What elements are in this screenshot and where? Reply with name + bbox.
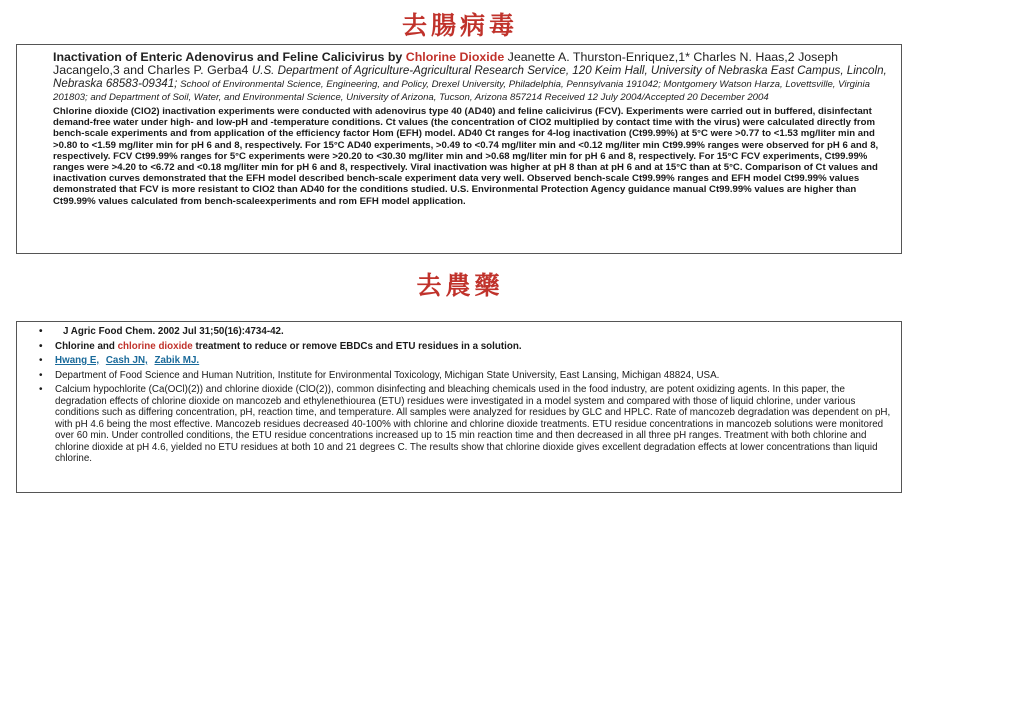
journal-citation: • J Agric Food Chem. 2002 Jul 31;50(16):4734-42. (39, 326, 891, 338)
author-link-hwang[interactable]: Hwang E, (55, 355, 100, 366)
article-affiliation: U.S. Department of Agriculture-Agricultural Research Service, 120 Keim Hall, University of Nebraska East Campus, Lincoln, Nebraska 68583-09341; (53, 64, 887, 90)
title-highlight: Chlorine Dioxide (405, 50, 505, 64)
author-link-cash[interactable]: Cash JN, (105, 355, 148, 366)
section-heading-enterovirus: 去腸病毒 (401, 11, 518, 40)
reference-list (39, 326, 891, 465)
title-highlight: chlorine dioxide (117, 340, 193, 352)
article-box-pesticide (16, 321, 902, 493)
author-links (39, 355, 891, 367)
article-authors: Jeanette A. Thurston-Enriquez,1* Charles N. Haas,2 Joseph Jacangelo,3 and Charles P. Gerba4 (53, 50, 839, 77)
article-affiliation-detail: School of Environmental Science, Engineering, and Policy, Drexel University, Philadelphia, Pennsylvania 191042; Montgomery Watson Harza, Lovettsville, Virginia 201803; and Department of Soil, Water, and Environmental Science, University of Arizona, Tucson, Arizona 857214 Received 12 July 2004/Accepted 20 December 2004 (53, 79, 870, 103)
reference-abstract: • Calcium hypochlorite (Ca(OCl)(2)) and chlorine dioxide (ClO(2)), common disinfecting and bleaching chemicals used in the food industry, are potent oxidizing agents. In this paper, the degradation effects of chlorine dioxide on mancozeb and ethylenethiourea (ETU) residues were investigated in a model system and compared with those of liquid chlorine, under various conditions such as differing concentration, pH, reaction time, and temperature. All samples were analyzed for residues by GLC and HPLC. Rate of mancozeb degradation was dependent on pH, with pH 4.6 being the most effective. Mancozeb residues decreased 40-100% with chlorine and chlorine dioxide treatments. ETU residue concentrations in mancozeb solutions were monitored over 60 min. Under controlled conditions, the ETU residue concentrations increased up to 15 min reaction time and then decreased in all three pH ranges. Treatment with both chlorine and chlorine dioxide at pH 4.6, yielded no ETU residues at both 10 and 21 degrees C. The results show that chlorine dioxide gives excellent degradation effects at lower concentrations than liquid chlorine. (39, 384, 891, 465)
department-affiliation: • Department of Food Science and Human Nutrition, Institute for Environmental Toxicology, Michigan State University, East Lansing, Michigan 48824, USA. (39, 370, 891, 382)
author-link-zabik[interactable]: Zabik MJ. (154, 355, 200, 366)
title-suffix: treatment to reduce or remove EBDCs and ETU residues in a solution. (192, 340, 522, 352)
article-header (53, 51, 891, 103)
article-box-virus (16, 44, 902, 254)
section-heading-pesticide: 去農藥 (416, 271, 504, 300)
reference-title (39, 341, 891, 353)
article-abstract: Chlorine dioxide (ClO2) inactivation experiments were conducted with adenovirus type 40 (AD40) and feline calicivirus (FCV). Experiments were carried out in buffered, disinfectant demand-free water under high- and low-pH and -temperature conditions. Ct values (the concentration of ClO2 multiplied by contact time with the virus) were calculated directly from bench-scale experiments and from application of the efficiency factor Hom (EFH) model. AD40 Ct ranges for 4-log inactivation (Ct99.99%) at 5°C were >0.77 to <1.53 mg/liter min and >0.80 to <1.59 mg/liter min for pH 6 and 8, respectively. For 15°C AD40 experiments, >0.49 to <0.74 mg/liter min and <0.12 mg/liter min Ct99.99% ranges were observed for pH 6 and 8, respectively. FCV Ct99.99% ranges for 5°C experiments were >20.20 to <30.30 mg/liter min and >0.68 mg/liter min for pH 6 and 8, respectively. For 15°C FCV experiments, Ct99.99% ranges were >4.20 to <6.72 and <0.18 mg/liter min for pH 6 and 8, respectively. Viral inactivation was higher at pH 8 than at pH 6 and at 15°C than at 5°C. Comparison of Ct values and inactivation curves demonstrated that the EFH model described bench-scale experiment data very well. Observed bench-scale Ct99.99% ranges and EFH model Ct99.99% values demonstrated that FCV is more resistant to ClO2 than AD40 for the conditions studied. U.S. Environmental Protection Agency guidance manual Ct99.99% values are higher than Ct99.99% values calculated from bench-scaleexperiments and rom EFH model application. (53, 106, 879, 207)
title-prefix: Chlorine and (55, 340, 118, 352)
article-title: Inactivation of Enteric Adenovirus and Feline Calicivirus by (53, 50, 406, 64)
